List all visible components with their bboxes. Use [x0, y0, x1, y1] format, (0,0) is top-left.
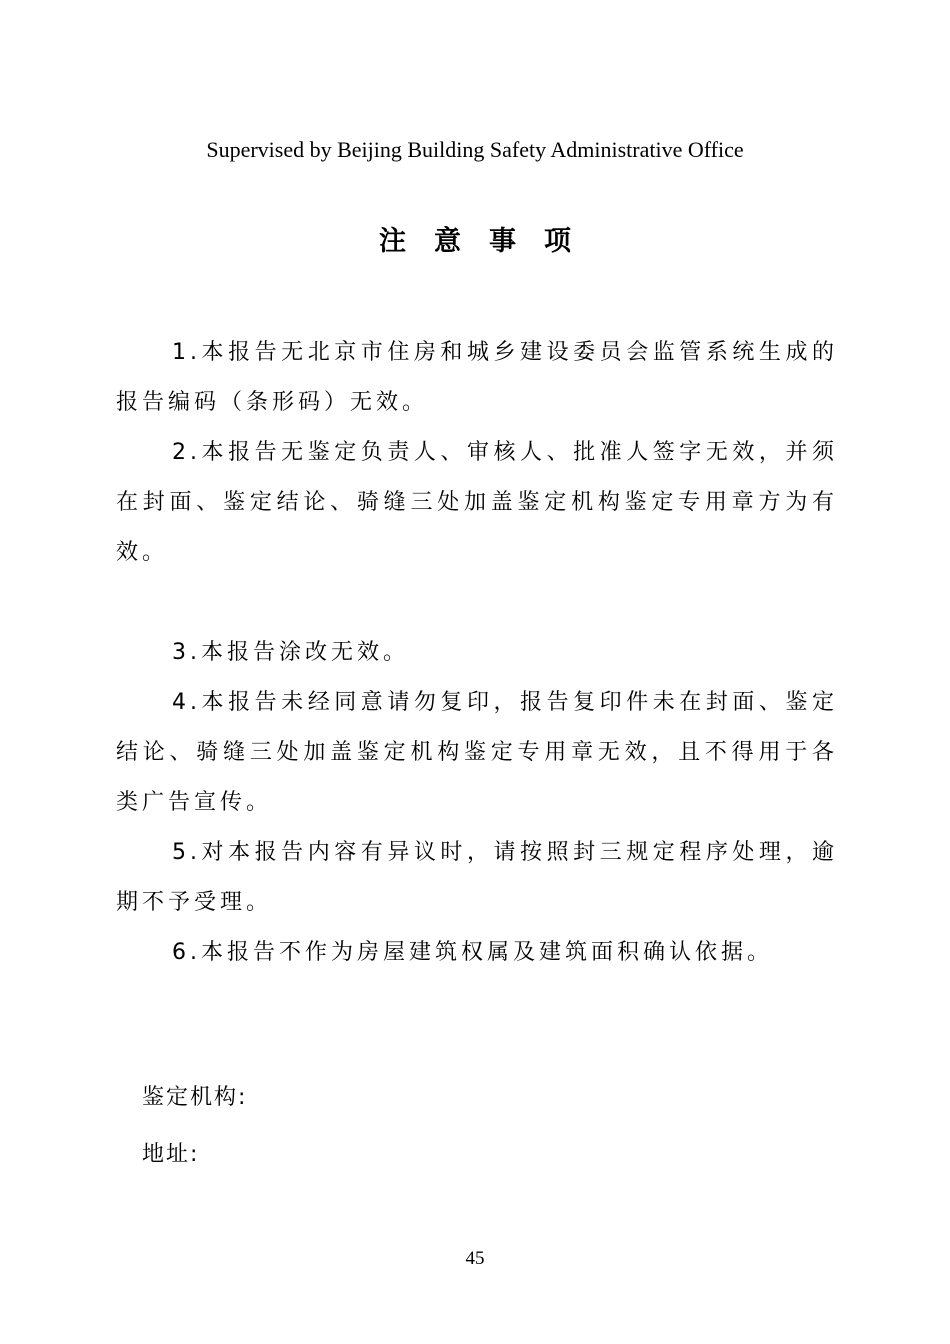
- page-number: 45: [465, 1248, 485, 1269]
- note-item-4: 4.本报告未经同意请勿复印，报告复印件未在封面、鉴定结论、骑缝三处加盖鉴定机构鉴定专用章无效，且不得用于各类广告宣传。: [116, 690, 838, 815]
- org-label: 鉴定机构:: [142, 1085, 248, 1110]
- note-item-1: 1.本报告无北京市住房和城乡建设委员会监管系统生成的报告编码（条形码）无效。: [116, 340, 838, 415]
- note-item-5: 5.对本报告内容有异议时，请按照封三规定程序处理，逾期不予受理。: [116, 840, 838, 915]
- note-item-3: 3.本报告涂改无效。: [172, 640, 409, 665]
- note-item-6: 6.本报告不作为房屋建筑权属及建筑面积确认依据。: [172, 940, 773, 965]
- address-label: 地址:: [142, 1142, 200, 1167]
- page-title: 注意事项: [379, 226, 599, 257]
- supervised-by-line: Supervised by Beijing Building Safety Administrative Office: [206, 137, 744, 162]
- notes-list: [116, 328, 838, 978]
- note-item-2: 2.本报告无鉴定负责人、审核人、批准人签字无效，并须在封面、鉴定结论、骑缝三处加盖鉴定机构鉴定专用章方为有效。: [116, 440, 838, 565]
